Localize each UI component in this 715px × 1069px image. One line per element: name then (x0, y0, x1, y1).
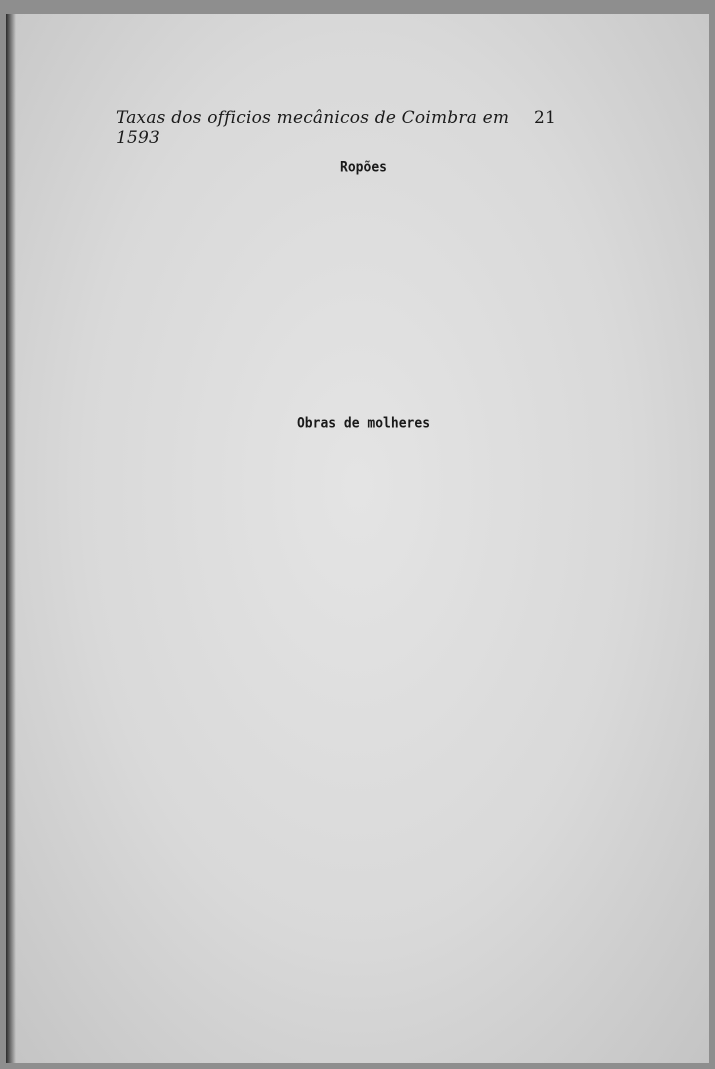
section-title-ropoes: Ropões (340, 159, 387, 176)
header-title: Taxas dos officios mecânicos de Coimbra em 1593 (116, 108, 510, 148)
page-number: 21 (533, 108, 556, 128)
section-title-obras-de-molheres: Obras de molheres (296, 415, 431, 432)
running-header (116, 108, 556, 148)
book-page (6, 14, 709, 1063)
